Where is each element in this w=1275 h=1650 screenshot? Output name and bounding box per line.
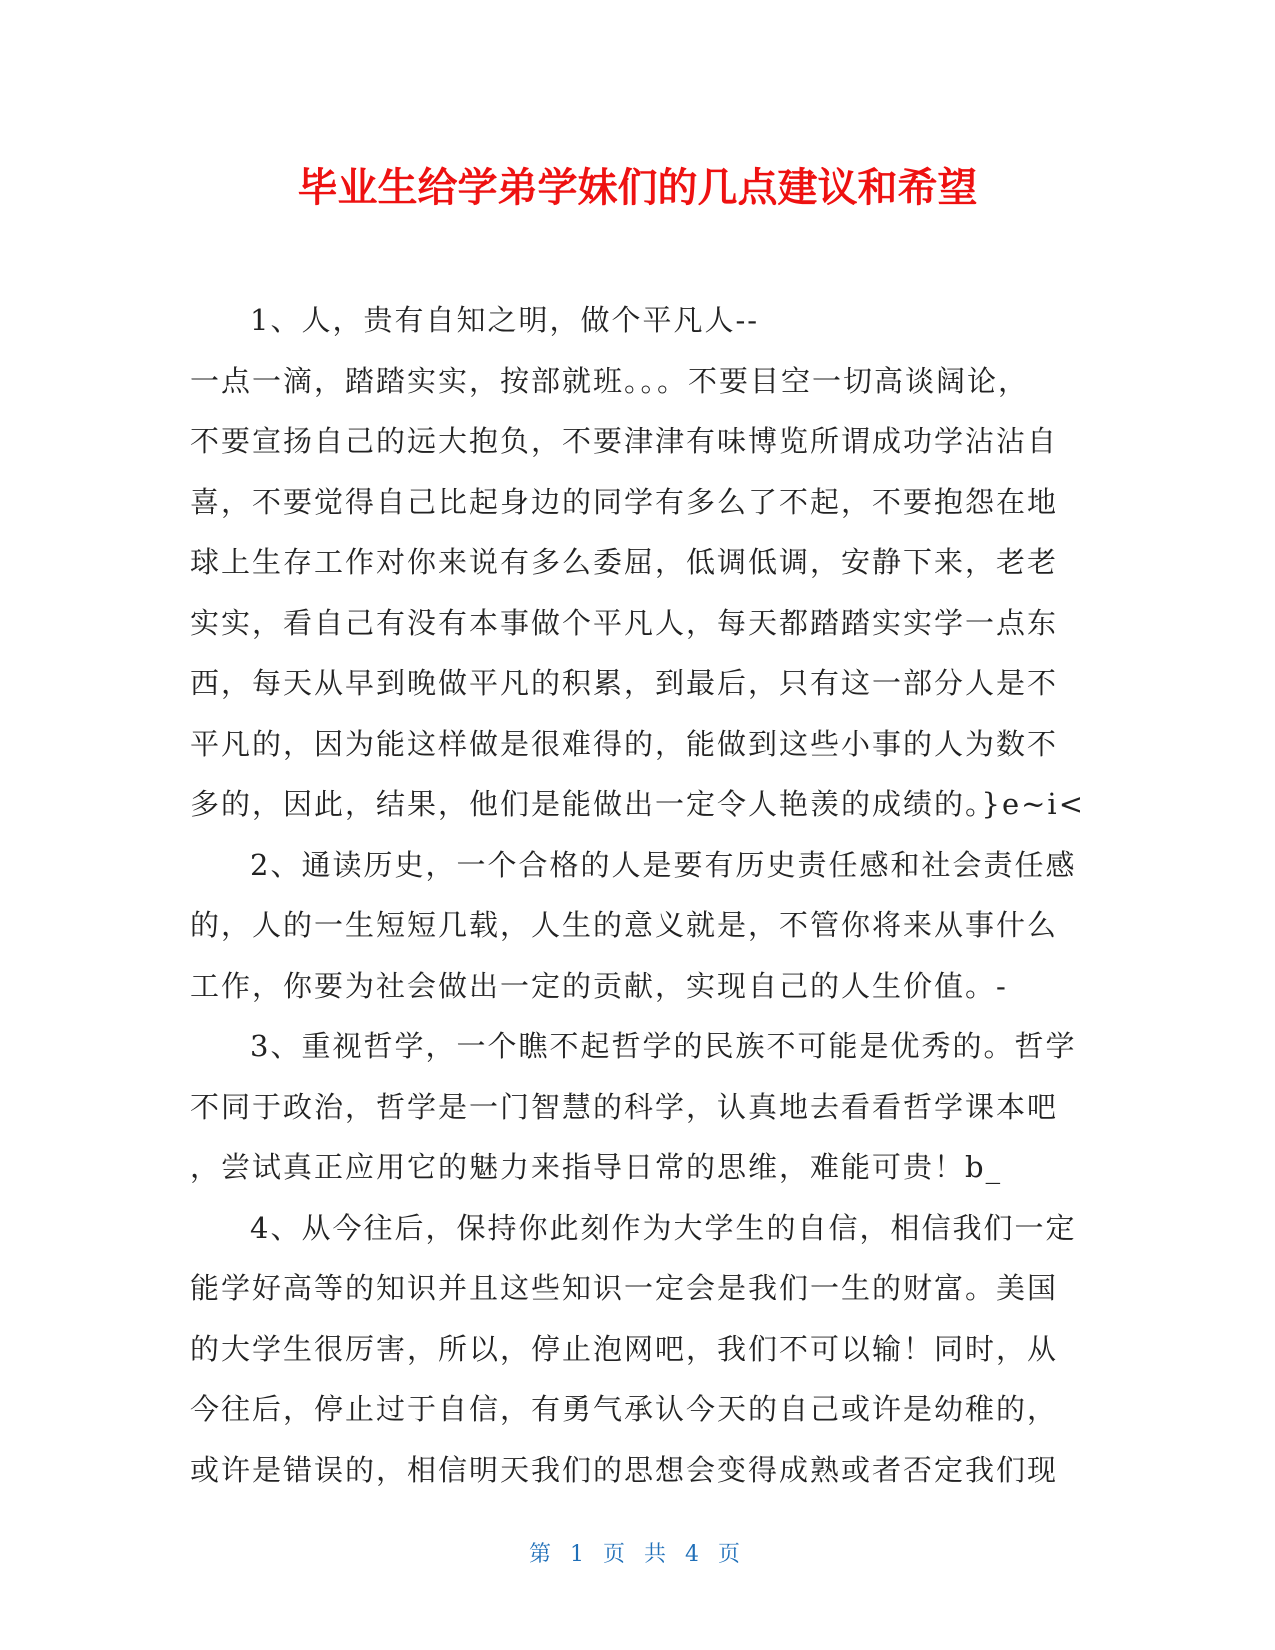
paragraph-line: 一点一滴，踏踏实实，按部就班。。。不要目空一切高谈阔论， (190, 363, 1030, 398)
paragraph-line: 4、从今往后，保持你此刻作为大学生的自信，相信我们一定 (250, 1210, 1077, 1245)
paragraph-line: 的，人的一生短短几载，人生的意义就是，不管你将来从事什么 (190, 908, 1059, 942)
paragraph-line: 平凡的，因为能这样做是很难得的，能做到这些小事的人为数不 (190, 726, 1059, 761)
paragraph-line: 多的，因此，结果，他们是能做出一定令人艳羡的成绩的。}e~i< (190, 787, 1085, 821)
paragraph-line: 工作，你要为社会做出一定的贡献，实现自己的人生价值。- (190, 968, 1008, 1003)
paragraph-line: 不要宣扬自己的远大抱负，不要津津有味博览所谓成功学沾沾自 (190, 424, 1059, 458)
paragraph-line: ，尝试真正应用它的魅力来指导日常的思维，难能可贵！b_ (190, 1150, 1003, 1184)
paragraph-line: 1、人，贵有自知之明，做个平凡人-- (250, 303, 760, 337)
paragraph-line: 或许是错误的，相信明天我们的思想会变得成熟或者否定我们现 (190, 1452, 1059, 1487)
page-number-footer: 第 1 页 共 4 页 (529, 1542, 746, 1567)
document-title: 毕业生给学弟学妹们的几点建议和希望 (297, 165, 978, 211)
document-body (190, 290, 1090, 1500)
paragraph-line: 3、重视哲学，一个瞧不起哲学的民族不可能是优秀的。哲学 (250, 1029, 1077, 1063)
paragraph-line: 不同于政治，哲学是一门智慧的科学，认真地去看看哲学课本吧 (190, 1089, 1059, 1124)
paragraph-line: 的大学生很厉害，所以，停止泡网吧，我们不可以输！同时，从 (190, 1331, 1059, 1366)
paragraph-line: 实实，看自己有没有本事做个平凡人，每天都踏踏实实学一点东 (190, 605, 1059, 640)
paragraph-line: 球上生存工作对你来说有多么委屈，低调低调，安静下来，老老 (190, 545, 1059, 579)
paragraph-line: 喜，不要觉得自己比起身边的同学有多么了不起，不要抱怨在地 (190, 484, 1059, 519)
paragraph-line: 今往后，停止过于自信，有勇气承认今天的自己或许是幼稚的， (190, 1392, 1059, 1426)
paragraph-line: 能学好高等的知识并且这些知识一定会是我们一生的财富。美国 (190, 1271, 1059, 1305)
paragraph-line: 西，每天从早到晚做平凡的积累，到最后，只有这一部分人是不 (190, 666, 1059, 700)
paragraph-line: 2、通读历史，一个合格的人是要有历史责任感和社会责任感 (250, 847, 1077, 882)
